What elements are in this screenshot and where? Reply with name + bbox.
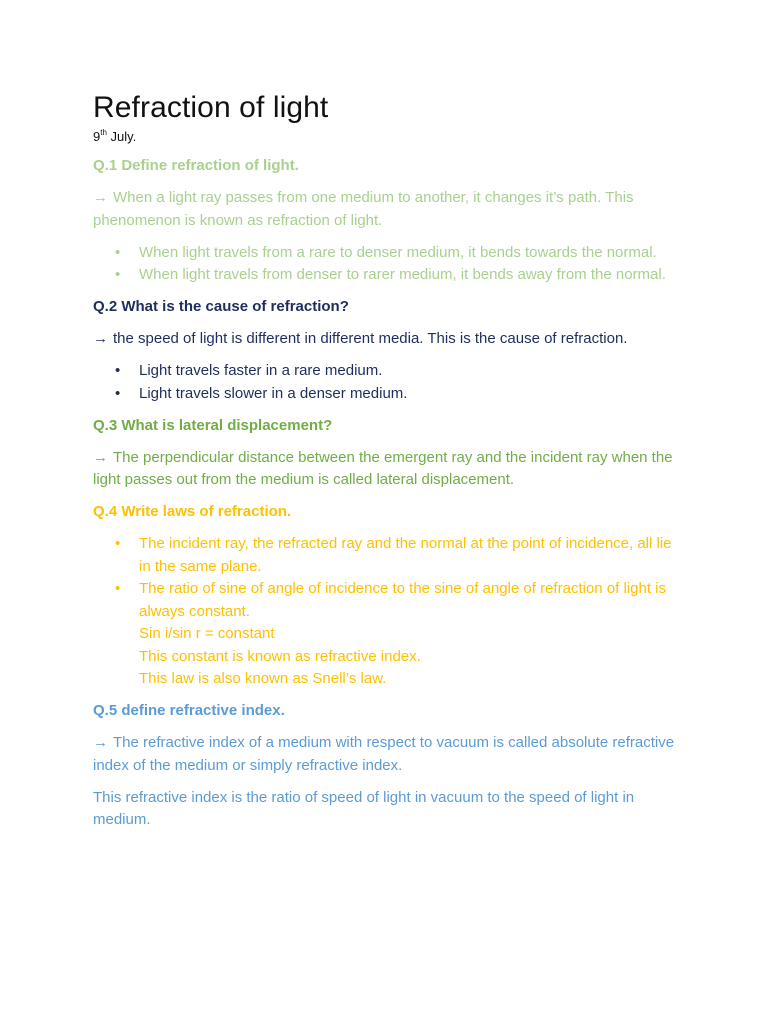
formula-text: Sin i/sin r = constant	[139, 625, 275, 642]
arrow-icon: →	[93, 448, 108, 466]
date-day: 9	[93, 129, 101, 144]
question-2-answer-text: the speed of light is different in different media. This is the cause of refraction.	[113, 330, 628, 347]
bullet-icon: •	[115, 266, 121, 283]
question-5-answer	[93, 732, 693, 777]
bullet-icon: •	[115, 535, 121, 552]
list-item	[93, 383, 693, 406]
bullet-icon: •	[115, 580, 121, 597]
question-1-bullets	[93, 242, 693, 287]
question-1-heading: Q.1 Define refraction of light.	[93, 157, 299, 174]
list-item	[93, 533, 693, 578]
arrow-icon: →	[93, 734, 108, 751]
list-item	[93, 242, 693, 265]
list-item-text: Light travels slower in a denser medium.	[139, 384, 408, 402]
question-5-heading: Q.5 define refractive index.	[93, 702, 285, 719]
document-body	[93, 155, 693, 832]
question-2-bullets	[93, 360, 693, 405]
list-item-text: The incident ray, the refracted ray and the normal at the point of incidence, all lie in the same plane.	[139, 535, 672, 575]
list-item	[93, 264, 693, 287]
question-5-answer-text: The refractive index of a medium with respect to vacuum is called absolute refractive index of the medium or simply refractive index.	[93, 734, 675, 774]
list-item-text: Light travels faster in a rare medium.	[139, 362, 383, 379]
question-1-answer-text: When a light ray passes from one medium to another, it changes it’s path. This phenomenon is known as refraction of light.	[93, 189, 634, 229]
question-5-section	[93, 700, 693, 832]
question-4-section	[93, 501, 693, 691]
question-2-answer	[93, 328, 693, 351]
date-rest: July.	[106, 129, 137, 144]
question-5-extra: This refractive index is the ratio of speed of light in vacuum to the speed of light in medium.	[93, 788, 635, 828]
question-3-answer	[93, 447, 693, 492]
question-2-section	[93, 296, 693, 405]
question-3-heading: Q.3 What is lateral displacement?	[93, 416, 333, 434]
question-4-heading: Q.4 Write laws of refraction.	[93, 503, 292, 520]
list-item	[93, 578, 693, 691]
date-suffix: th	[100, 128, 107, 137]
arrow-icon: →	[93, 330, 108, 347]
list-item-line: This constant is known as refractive index.	[139, 647, 421, 665]
document-date	[93, 127, 136, 147]
list-item-text: When light travels from denser to rarer medium, it bends away from the normal.	[139, 266, 666, 283]
list-item-line: This law is also known as Snell’s law.	[139, 670, 387, 687]
question-3-section	[93, 415, 693, 492]
list-item-text: When light travels from a rare to denser medium, it bends towards the normal.	[139, 243, 657, 261]
question-2-heading: Q.2 What is the cause of refraction?	[93, 298, 349, 315]
document-title: Refraction of light	[93, 91, 329, 124]
question-3-answer-text: The perpendicular distance between the emergent ray and the incident ray when the light passes out from the medium is called lateral displacement.	[93, 448, 673, 488]
bullet-icon: •	[115, 384, 121, 402]
arrow-icon: →	[93, 189, 108, 206]
question-1-answer	[93, 187, 693, 232]
list-item-text: The ratio of sine of angle of incidence to the sine of angle of refraction of light is always constant.	[139, 580, 666, 620]
list-item	[93, 360, 693, 383]
question-4-bullets	[93, 533, 693, 691]
bullet-icon: •	[115, 362, 121, 379]
bullet-icon: •	[115, 243, 121, 261]
question-1-section	[93, 155, 693, 287]
